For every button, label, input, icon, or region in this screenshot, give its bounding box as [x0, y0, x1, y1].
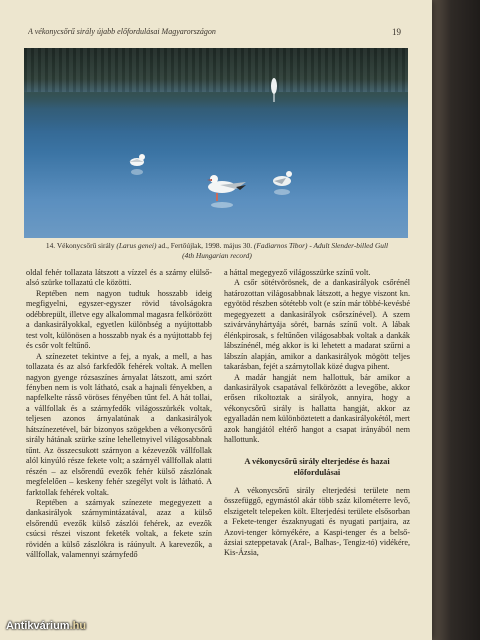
distant-gull	[271, 78, 277, 102]
gull-center	[207, 175, 246, 208]
site-watermark: Antikvárium.hu	[6, 620, 87, 632]
book-page-edge	[432, 0, 480, 640]
paragraph: Reptében nem nagyon tudtuk hosszabb ideig megfigyelni, egyszer-egyszer rövid távolságokra odébbrepült, illetve egy alkalommal magasra felkörözött a dankasirályokkal, egyetlen különbség a nyújtottabb test volt, különösen a hosszabb nyak és a nyújtottabb fej és csőr volt feltűnő.	[26, 288, 212, 351]
left-text-column	[26, 268, 212, 561]
caption-line-1: 14. Vékonycsőrű sirály (Larus genei) ad., Fertőújlak, 1998. május 30. (Fadiarnos Tibor) - Adult Slender-billed Gull	[45, 241, 389, 250]
paragraph: A színezetet tekintve a fej, a nyak, a mell, a has tollazata és az alsó farkfedők fehérek voltak. A mellen nagyon gyenge rózsaszínes árnyalat látszott, ami szórt fényben nem is volt látható, csak a hajnali fényekben, a napfelkelte rásső vöröses fényében tűnt fel. A hát tollai, a vállfollak és a szárnyfedők világosszürkék voltak, teljesen azonos árnyalatúnak a dankasirályok hátszínezetével, bár bizonyos szögekben a vékonycsőrű sirály hátának szürke színe lehelletnyivel világosabbnak tűnt. Az összecsukott szárnyon a kézevezők vállfollak alól kinyúló része fekete volt; a szárnyél vállfollak alatti részén – az elsőrendű evezők fehér külső zászlónak megfelelően – keskeny fehér szegélyt volt is látható. A farktollak fehérek voltak.	[26, 351, 212, 497]
right-text-column	[224, 268, 410, 559]
running-head: A vékonycsőrű sirály újabb előfordulásai Magyarországon	[28, 27, 216, 36]
paragraph: A vékonycsőrű sirály elterjedési területe nem összefüggő, egymástól akár több száz kilométerre levő, elszigetelt telepeken költ. Elterjedési területe elsősorban a Fekete-tenger északnyugati és nyugati partjaira, az Azovi-tenger környékére, a Kaspi-tenger és a belső-ázsiai szteppetavak (Aral-, Balhas-, Tengiz-tó) vidékére, Kis-Ázsia,	[224, 485, 410, 558]
paragraph: Reptében a szárnyak színezete megegyezett a dankasirályok szárnymintázatával, azaz a külső elsőrendű evezők külső zászlói fehérek, az evezők csúcsi részei viszont feketék voltak, a fekete szín rövidén a külső zászlókra is ráúnyult. A karevezők, a vállfollak, valamennyi szárnyfedő	[26, 497, 212, 560]
paragraph: A madár hangját nem hallottuk, bár amikor a dankasirályok csapatával felkörözött a levegőbe, akkor erősen rikoltoztak a sirályok, annyira, hogy a vékonycsőrű sirály is hallatta hangját, akkor az egyalladán nem különböztetett a dankasirályokétól, mert azok hangjától eltérő hangot a csapat irányából nem hallottunk.	[224, 372, 410, 445]
gull-photo	[24, 48, 408, 238]
paragraph: oldal fehér tollazata látszott a vízzel és a szárny elülső-alsó szürke tollazatú cle közötti.	[26, 268, 212, 288]
photo-caption	[26, 241, 408, 261]
gulls-illustration	[24, 48, 408, 238]
section-heading: A vékonycsőrű sirály elterjedése és hazai előfordulásai	[244, 456, 390, 477]
caption-line-2: (4th Hungarian record)	[182, 251, 252, 260]
paragraph: A csőr sötétvörösnek, de a dankasirályok csőrénél határozottan világosabbnak látszott, a hegye viszont kn. egyötöd részben sötétebb volt (e szín már többé-kevésbé megegyezett a dankasirályok csőrszínével). A szem szivárványhártyája sörét, barnás színű volt. A lábak élénkpirosak, s feltűnően világosabbak voltak a dankák lábszínénél, még akkor is ki lehetett a madarat szűrni a lábszín alapján, amikor a dankasirályok mögött teljes takarásban, fejét a szárnytollak közé dugva pihent.	[224, 278, 410, 372]
gull-right	[273, 171, 292, 195]
paragraph: a háttal megegyező világosszürke színű volt.	[224, 268, 371, 277]
gull-left	[129, 154, 145, 175]
page-number: 19	[392, 27, 401, 37]
